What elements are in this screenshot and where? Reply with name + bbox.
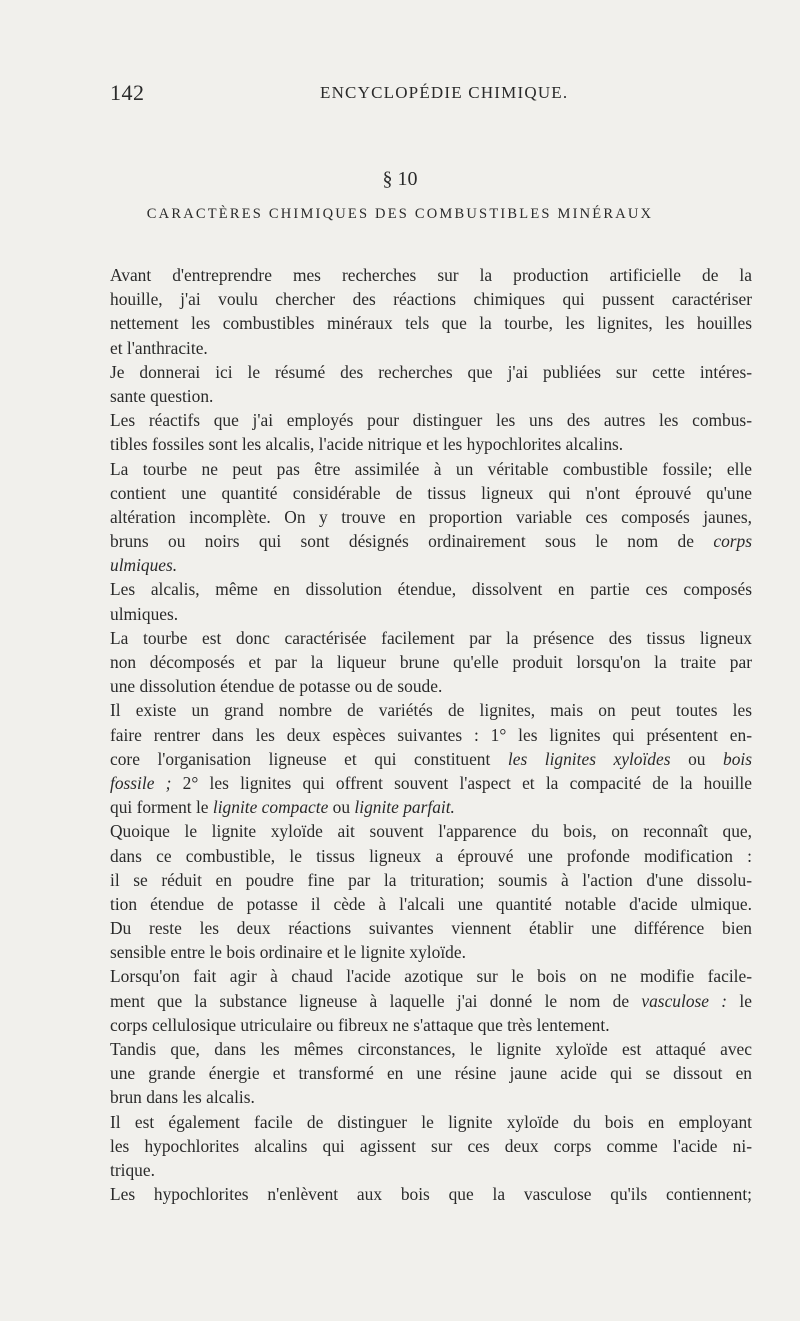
text-line: les hypochlorites alcalins qui agissent sur ces deux corps comme l'acide ni- — [110, 1135, 752, 1156]
text-line: brun dans les alcalis. — [110, 1087, 255, 1108]
text-line: et l'anthracite. — [110, 337, 208, 358]
text-line: houille, j'ai voulu chercher des réactions chimiques qui pussent caractériser — [110, 289, 752, 310]
text-line: il se réduit en poudre fine par la trituration; soumis à l'action d'une dissolu- — [110, 869, 752, 890]
text-line: trique. — [110, 1159, 155, 1180]
text-line: une grande énergie et transformé en une résine jaune acide qui se dissout en — [110, 1063, 752, 1084]
italic-term: les lignites xyloïdes — [507, 748, 671, 769]
text-line — [110, 529, 752, 553]
italic-term: ulmiques. — [110, 555, 178, 576]
text-line — [110, 771, 752, 795]
text-line: Je donnerai ici le résumé des recherches que j'ai publiées sur cette intéres- — [110, 361, 752, 382]
text-line — [110, 989, 752, 1013]
text-line: Quoique le lignite xyloïde ait souvent l'apparence du bois, on reconnaît que, — [110, 821, 752, 842]
text-run: le — [739, 990, 752, 1011]
text-line: sante question. — [110, 385, 214, 406]
text-line: Du reste les deux réactions suivantes viennent établir une différence bien — [110, 918, 752, 939]
text-line — [110, 747, 752, 771]
page-header — [110, 80, 750, 106]
text-line: tibles fossiles sont les alcalis, l'acide nitrique et les hypochlorites alcalins. — [110, 434, 624, 455]
text-line: corps cellulosique utriculaire ou fibreux ne s'attaque que très lentement. — [110, 1014, 610, 1035]
text-line: tion étendue de potasse il cède à l'alcali une quantité notable d'acide ulmique. — [110, 893, 752, 914]
text-line — [110, 553, 752, 577]
text-line: une dissolution étendue de potasse ou de soude. — [110, 676, 443, 697]
italic-term: bois — [723, 748, 753, 769]
text-line — [110, 795, 752, 819]
italic-term: fossile ; — [110, 772, 172, 793]
text-line: Les alcalis, même en dissolution étendue, dissolvent en partie ces composés — [110, 579, 752, 600]
text-run: ou — [688, 748, 706, 769]
text-run: 2° les lignites qui offrent souvent l'aspect et la compacité de la houille — [182, 772, 752, 793]
text-line: Il existe un grand nombre de variétés de lignites, mais on peut toutes les — [110, 700, 752, 721]
text-line: sensible entre le bois ordinaire et le lignite xyloïde. — [110, 942, 466, 963]
text-run: ou — [332, 797, 351, 818]
text-line: faire rentrer dans les deux espèces suivantes : 1° les lignites qui présentent en- — [110, 724, 752, 745]
text-line: nettement les combustibles minéraux tels que la tourbe, les lignites, les houilles — [110, 313, 752, 334]
text-run: core l'organisation ligneuse et qui constituent — [110, 748, 491, 769]
text-line: Tandis que, dans les mêmes circonstances, le lignite xyloïde est attaqué avec — [110, 1039, 752, 1059]
text-line: La tourbe ne peut pas être assimilée à un véritable combustible fossile; elle — [110, 458, 752, 479]
text-line: La tourbe est donc caractérisée facilement par la présence des tissus ligneux — [110, 627, 752, 648]
italic-term: corps — [713, 531, 752, 552]
page-number: 142 — [110, 80, 145, 105]
italic-term: lignite parfait. — [354, 797, 455, 818]
text-line: Les réactifs que j'ai employés pour distinguer les uns des autres les combus- — [110, 410, 752, 431]
text-line: ulmiques. — [110, 603, 179, 624]
italic-term: lignite compacte — [212, 797, 329, 818]
text-line: altération incomplète. On y trouve en proportion variable ces composés jaunes, — [110, 506, 752, 527]
text-line: Avant d'entreprendre mes recherches sur la production artificielle de la — [110, 265, 752, 285]
text-line: Les hypochlorites n'enlèvent aux bois que la vasculose qu'ils contiennent; — [110, 1184, 752, 1205]
section-title: CARACTÈRES CHIMIQUES DES COMBUSTIBLES MINÉRAUX — [146, 206, 654, 222]
body-text — [110, 263, 752, 1206]
running-title: ENCYCLOPÉDIE CHIMIQUE. — [320, 83, 569, 102]
text-line: dans ce combustible, le tissus ligneux a éprouvé une profonde modification : — [110, 845, 752, 866]
text-line: non décomposés et par la liqueur brune qu'elle produit lorsqu'on la traite par — [110, 652, 752, 672]
italic-term: vasculose : — [641, 990, 728, 1011]
text-line: Il est également facile de distinguer le lignite xyloïde du bois en employant — [110, 1111, 752, 1132]
text-line: contient une quantité considérable de tissus ligneux qui n'ont éprouvé qu'une — [110, 482, 752, 503]
text-line: Lorsqu'on fait agir à chaud l'acide azotique sur le bois on ne modifie facile- — [110, 966, 752, 987]
text-run: bruns ou noirs qui sont désignés ordinairement sous le nom de — [110, 531, 694, 552]
text-run: ment que la substance ligneuse à laquelle j'ai donné le nom de — [110, 990, 630, 1011]
text-run: qui forment le — [110, 797, 209, 818]
section-number: § 10 — [382, 168, 418, 190]
